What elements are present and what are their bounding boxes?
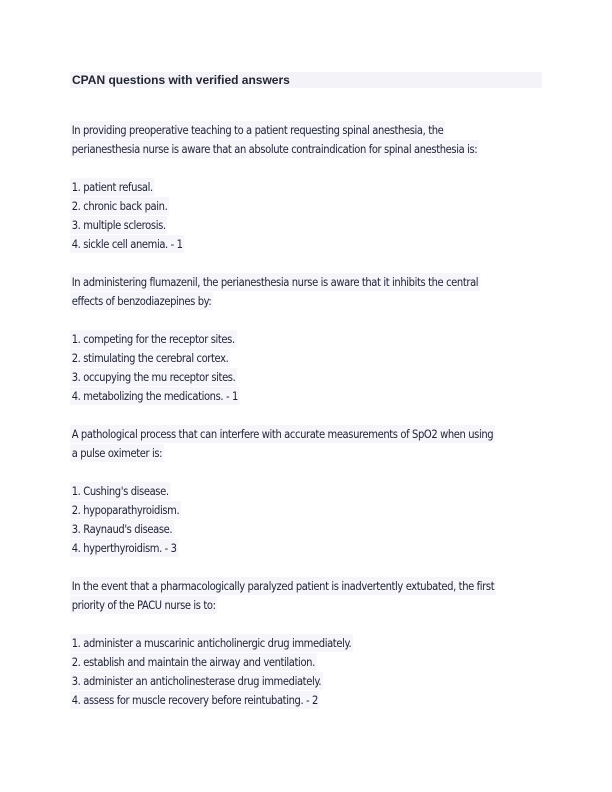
question-3-option-4: 4. hyperthyroidism. - 3 xyxy=(71,541,177,555)
question-3-option-3: 3. Raynaud's disease. xyxy=(71,522,173,536)
question-1-stem-line-2: perianesthesia nurse is aware that an absolute contraindication for spinal anesthesia is: xyxy=(71,142,478,156)
question-2-option-1: 1. competing for the receptor sites. xyxy=(71,332,235,346)
question-4-option-4: 4. assess for muscle recovery before reintubating. - 2 xyxy=(71,693,318,707)
question-2-option-4: 4. metabolizing the medications. - 1 xyxy=(71,389,238,403)
question-4-stem-line-1: In the event that a pharmacologically paralyzed patient is inadvertently extubated, the first xyxy=(71,579,495,593)
question-4-option-3: 3. administer an anticholinesterase drug immediately. xyxy=(71,674,322,688)
question-1-option-3: 3. multiple sclerosis. xyxy=(71,218,166,232)
question-1-option-2: 2. chronic back pain. xyxy=(71,199,168,213)
question-1-option-4: 4. sickle cell anemia. - 1 xyxy=(71,237,183,251)
document-title: CPAN questions with verified answers xyxy=(72,73,290,87)
question-2-stem-line-2: effects of benzodiazepines by: xyxy=(71,294,212,308)
question-2-option-2: 2. stimulating the cerebral cortex. xyxy=(71,351,229,365)
question-3-stem-line-2: a pulse oximeter is: xyxy=(71,446,163,460)
question-3-option-1: 1. Cushing's disease. xyxy=(71,484,169,498)
question-4-option-1: 1. administer a muscarinic anticholinergic drug immediately. xyxy=(71,636,352,650)
question-2-option-3: 3. occupying the mu receptor sites. xyxy=(71,370,236,384)
question-2-stem-line-1: In administering flumazenil, the perianesthesia nurse is aware that it inhibits the central xyxy=(71,275,479,289)
question-4-option-2: 2. establish and maintain the airway and ventilation. xyxy=(71,655,315,669)
question-1-stem-line-1: In providing preoperative teaching to a patient requesting spinal anesthesia, the xyxy=(71,123,444,137)
question-4-stem-line-2: priority of the PACU nurse is to: xyxy=(71,598,216,612)
question-3-stem-line-1: A pathological process that can interfere with accurate measurements of SpO2 when using xyxy=(71,427,494,441)
question-1-option-1: 1. patient refusal. xyxy=(71,180,153,194)
question-3-option-2: 2. hypoparathyroidism. xyxy=(71,503,180,517)
